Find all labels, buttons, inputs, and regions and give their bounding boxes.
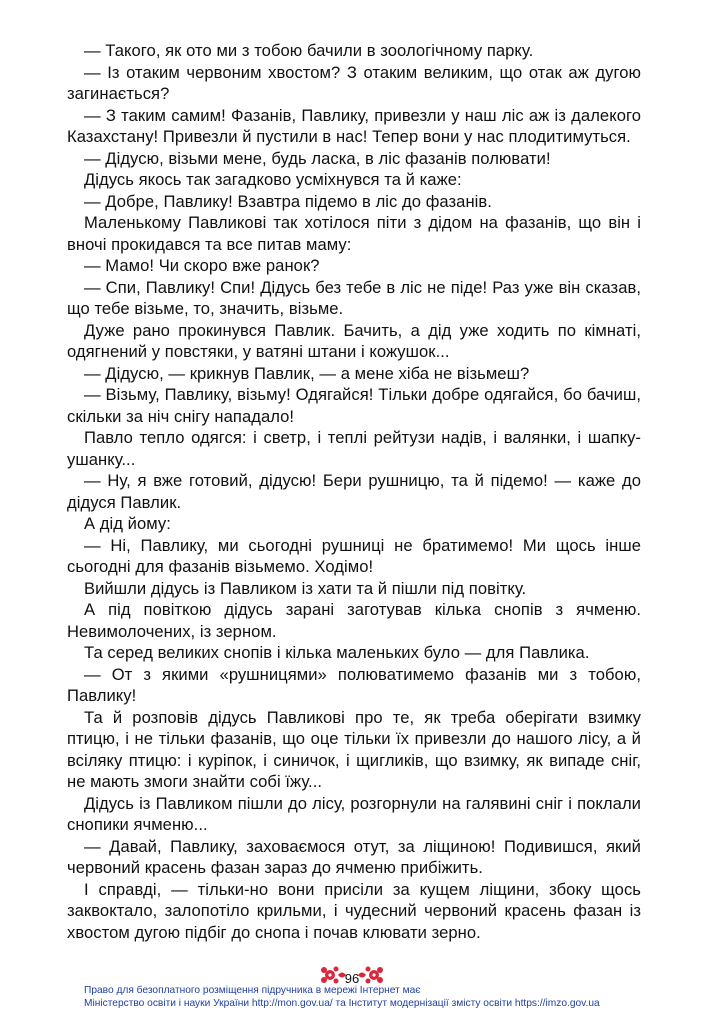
paragraph: Та серед великих снопів і кілька маленьких було — для Павлика. — [84, 643, 590, 662]
page-body — [67, 40, 641, 943]
paragraph: — Ні, Павлику, ми сьогодні рушниці не братимемо! Ми щось інше сьогодні для фазанів візьмемо. Ходімо! — [67, 535, 641, 576]
page-number: 96 — [344, 971, 360, 986]
paragraph: — Дідусю, візьми мене, будь ласка, в ліс фазанів полювати! — [84, 148, 551, 168]
paragraph: — Мамо! Чи скоро вже ранок? — [84, 256, 320, 275]
paragraph: Дуже рано прокинувся Павлик. Бачить, а дід уже ходить по кімнаті, одягнений у повстяки, у ватяні штани і кожушок... — [67, 320, 641, 361]
paragraph: А під повіткою дідусь зарані заготував кілька снопів з ячменю. Невимолочених, із зерном. — [67, 600, 641, 641]
license-links: Міністерство освіти і науки України http://mon.gov.ua/ та Інститут модернізації змісту освіти https://imzo.gov.ua — [84, 998, 600, 1009]
license-notice: Право для безоплатного розміщення підручника в мережі Інтернет має — [84, 985, 421, 996]
paragraph: Вийшли дідусь із Павликом із хати та й пішли під повітку. — [84, 578, 527, 598]
paragraph: — Давай, Павлику, заховаємося отут, за ліщиною! Подивишся, який червоний красень фазан зараз до ячменю прибіжить. — [67, 836, 641, 877]
paragraph: — Такого, як ото ми з тобою бачили в зоологічному парку. — [84, 41, 534, 60]
paragraph: — Ну, я вже готовий, дідусю! Бери рушницю, та й підемо! — каже до дідуся Павлик. — [67, 471, 641, 512]
paragraph: Маленькому Павликові так хотілося піти з дідом на фазанів, що він і вночі прокидався та все питав маму: — [67, 213, 641, 254]
page-footer — [0, 962, 704, 1024]
paragraph: Та й розповів дідусь Павликові про те, як треба оберігати взимку птицю, і не тільки фазанів, що оце тільки їх привезли до нашого лісу, а й всіляку птицю: і куріпок, і синичок, і щигликів, що взимку, як випаде сніг, не мають змоги знайти собі їжу... — [67, 707, 641, 791]
paragraph: — Дідусю, — крикнув Павлик, — а мене хіба не візьмеш? — [84, 363, 530, 383]
paragraph: — Із отаким червоним хвостом? З отаким великим, що отак аж дугою загинається? — [67, 62, 641, 103]
paragraph: — Спи, Павлику! Спи! Дідусь без тебе в ліс не піде! Раз уже він сказав, що тебе візьме, то, значить, візьме. — [67, 277, 641, 318]
paragraph: І справді, — тільки-но вони присіли за кущем ліщини, збоку щось заквоктало, залопотіло крильми, і чудесний червоний красень фазан із хвостом дугою підбіг до снопа і почав клювати зерно. — [67, 879, 641, 942]
paragraph: — Візьму, Павлику, візьму! Одягайся! Тільки добре одягайся, бо бачиш, скільки за ніч снігу нападало! — [67, 385, 641, 426]
paragraph: — От з якими «рушницями» полюватимемо фазанів ми з тобою, Павлику! — [67, 664, 641, 705]
paragraph: А дід йому: — [84, 514, 171, 533]
paragraph: — Добре, Павлику! Взавтра підемо в ліс до фазанів. — [84, 191, 492, 211]
paragraph: — З таким самим! Фазанів, Павлику, привезли у наш ліс аж із далекого Казахстану! Привезли й пустили в нас! Тепер вони у нас плодитимуться. — [67, 105, 641, 146]
paragraph: Дідусь якось так загадково усміхнувся та й каже: — [84, 170, 462, 189]
paragraph: Дідусь із Павликом пішли до лісу, розгорнули на галявині сніг і поклали снопики ячменю... — [67, 793, 641, 834]
paragraph: Павло тепло одягся: і светр, і теплі рейтузи надів, і валянки, і шапку-ушанку... — [67, 428, 641, 469]
